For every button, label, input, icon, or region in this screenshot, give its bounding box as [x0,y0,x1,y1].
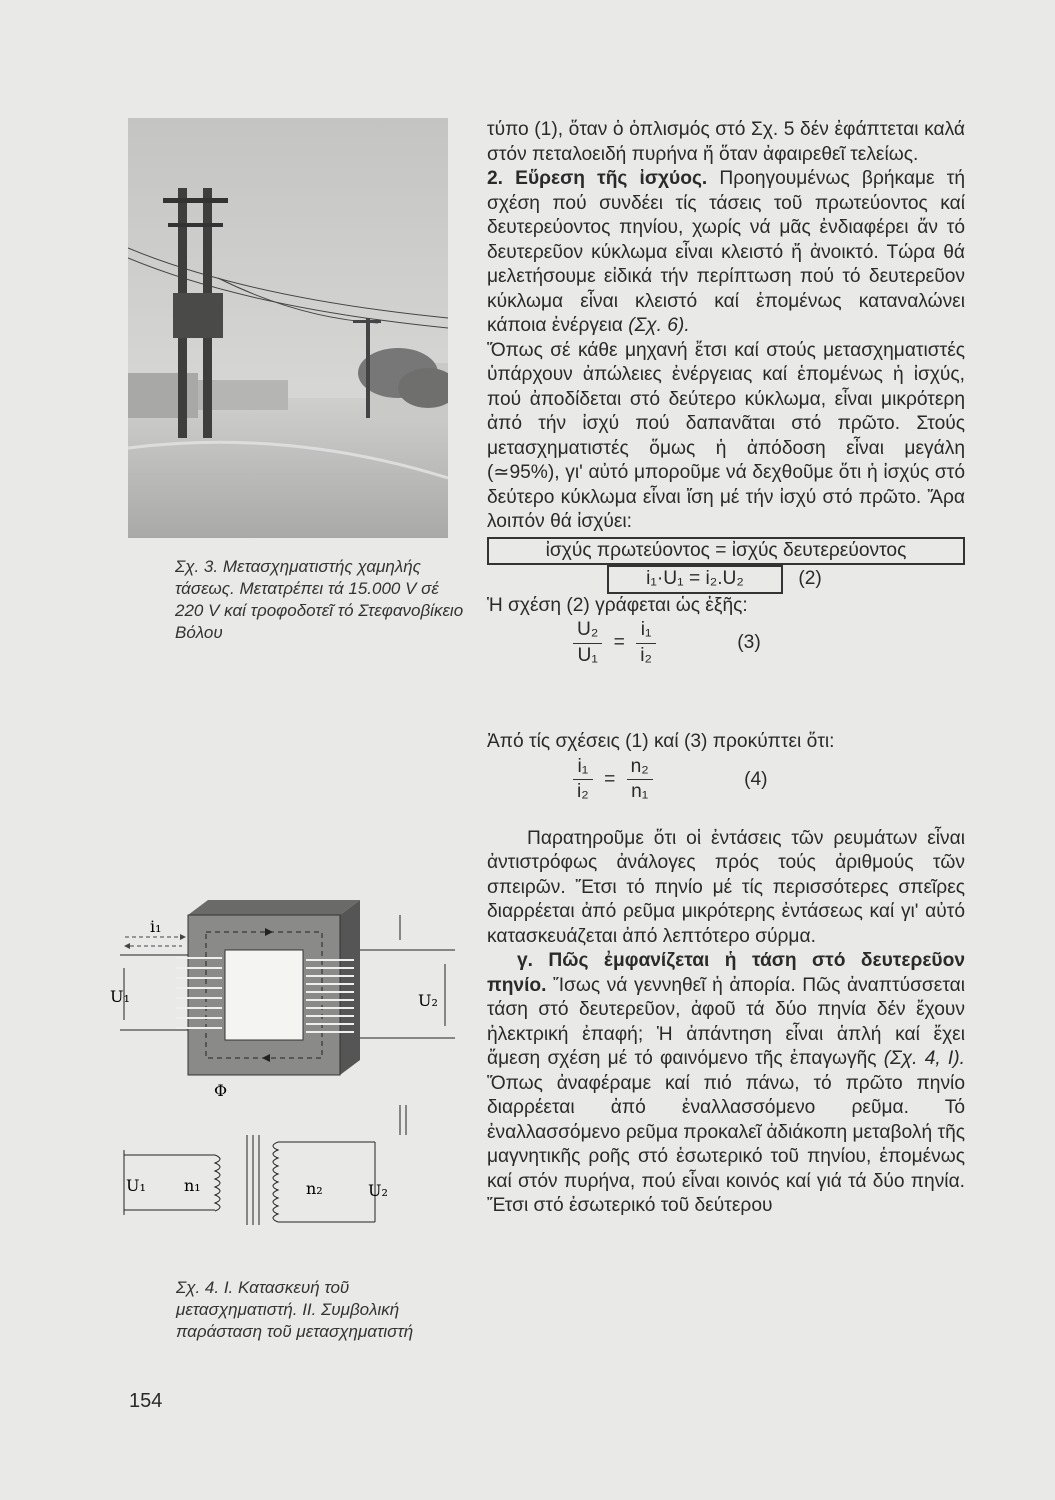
equation-4: $\frac{\text{i₁}}{\text{i₂}}$ = $\frac{\text{n₂}}{\text{n₁}}$ (4) [567,755,965,813]
fig4-label-U2: U₂ [418,991,438,1010]
paragraph-4: Ἡ σχέση (2) γράφεται ὡς ἑξῆς: [487,594,748,616]
heading-secondary-voltage: γ. Πῶς ἐμφανίζεται ἡ τάση στό δευτερεῦον πηνίο. [487,950,965,996]
fig4-label-i1: i₁ [150,917,162,936]
paragraph-1: τύπο (1), ὅταν ὁ ὁπλισμός στό Σχ. 5 δέν ἐφάπτεται καλά στόν πεταλοειδή πυρήνα ἤ ὅταν ἀφαιρεθεῖ τελείως. [487,119,965,165]
equation-box-1: ἰσχύς πρωτεύοντος = ἰσχύς δευτερεύοντος [487,537,965,566]
equation-2: i₁·U₁ = i₂.U₂ (2) [607,565,965,594]
fig4-label-phi: Φ [214,1081,228,1100]
fig4-diagram [110,880,480,1270]
fig3-caption: Σχ. 3. Μετασχηματιστής χαμηλής τάσεως. Μετατρέπει τά 15.000 V σέ 220 V καί τροφοδοτεῖ τό Στεφανοβίκειο Βόλου [175,557,464,642]
fig4-label-U1: U₁ [110,987,130,1006]
fig4-sym-U2: U₂ [368,1181,388,1200]
fig4-sym-n1: n₁ [184,1176,201,1195]
paragraph-6: Παρατηροῦμε ὅτι οἱ ἐντάσεις τῶν ρευμάτων εἶναι ἀντιστρόφως ἀνάλογες πρός τούς ἀριθμούς τῶν σπειρῶν. Ἔτσι τό πηνίο μέ τίς περισσότερες σπεῖρες διαρρέεται ἀπό ρεῦμα μικρότερης ἐντάσεως καί γι' αὐτό κατασκευάζεται ἀπό λεπτότερο σύρμα. [487,827,965,947]
fig4-sym-n2: n₂ [306,1179,323,1198]
paragraph-3: Ὅπως σέ κάθε μηχανή ἔτσι καί στούς μετασχηματιστές ὑπάρχουν ἀπώλειες ἐνέργειας καί ἑπομένως ἡ ἰσχύς, πού ἀποδίδεται στό δεύτερο κύκλωμα, εἶναι μικρότερη ἀπό τήν ἰσχύ πού δαπανᾶται στό πρῶτο. Στούς μετασχηματιστές ὅμως ἡ ἀπόδοση εἶναι μεγάλη (≃95%), γι' αὐτό μποροῦμε νά δεχθοῦμε ὅτι ἡ ἰσχύς στό δεύτερο κύκλωμα εἶναι ἴση μέ τήν ἰσχύ στό πρῶτο. Ἄρα λοιπόν θά ἰσχύει: [487,339,965,532]
page-number: 154 [129,1390,163,1412]
fig4-caption: Σχ. 4. Ι. Κατασκευή τοῦ μετασχηματιστή. ΙΙ. Συμβολική παράσταση τοῦ μετασχηματιστή [176,1278,414,1341]
equation-3: $\frac{\text{U₂}}{\text{U₁}}$ = $\frac{\text{i₁}}{\text{i₂}}$ (3) [567,618,965,684]
fig4-sym-U1: U₁ [126,1176,146,1195]
fig3-photo [128,118,448,538]
paragraph-5: Ἀπό τίς σχέσεις (1) καί (3) προκύπτει ὅτι: [487,731,835,752]
heading-power: 2. Εὕρεση τῆς ἰσχύος. [487,168,708,189]
text-column [487,118,965,1219]
paragraph-2: 2. Εὕρεση τῆς ἰσχύος. Προηγουμένως βρήκαμε τή σχέση πού συνδέει τίς τάσεις τοῦ πρωτεύοντος καί δευτερεύοντος πηνίου, χωρίς νά μᾶς ἐνδιαφέρει ἄν τό δευτερεῦον κύκλωμα εἶναι κλειστό ἤ ἀνοικτό. Τώρα θά μελετήσουμε εἰδικά τήν περίπτωση πού τό δευτερεῦον κύκλωμα εἶναι κλειστό καί ἑπομένως καταναλώνει κάποια ἐνέργεια (Σχ. 6). [487,168,966,336]
paragraph-7: γ. Πῶς ἐμφανίζεται ἡ τάση στό δευτερεῦον πηνίο. Ἴσως νά γεννηθεῖ ἡ ἀπορία. Πῶς ἀναπτύσσεται τάση στό δευτερεῦον, ἀφοῦ τά δύο πηνία δέν ἔχουν ἠλεκτρική ἐπαφή; Ἡ ἀπάντηση εἶναι ἁπλή καί ἔχει ἄμεση σχέση μέ τό φαινόμενο τῆς ἐπαγωγῆς (Σχ. 4, Ι). Ὅπως ἀναφέραμε καί πιό πάνω, τό πρῶτο πηνίο διαρρέεται ἀπό ἐναλλασσόμενο ρεῦμα. Τό ἐναλλασσόμενο ρεῦμα προκαλεῖ ἀδιάκοπη μεταβολή τῆς μαγνητικῆς ροῆς στό ἐσωτερικό τοῦ πηνίου, ἑπομένως καί στόν πυρήνα, πού εἶναι κοινός καί γιά τά δύο πηνία. Ἔτσι στό ἐσωτερικό τοῦ δεύτερου [487,950,965,1216]
